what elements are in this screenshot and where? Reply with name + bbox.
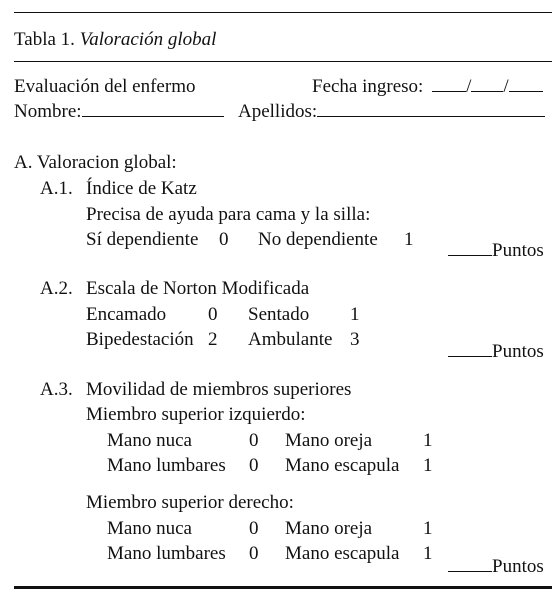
a1-puntos-label: Puntos xyxy=(492,240,544,261)
table-number: Tabla 1. xyxy=(14,29,75,50)
a2-sentado-value: 1 xyxy=(350,304,360,325)
izq-mano-oreja: Mano oreja xyxy=(285,430,373,451)
izq-mano-oreja-value: 1 xyxy=(423,430,433,451)
a2-encamado: Encamado xyxy=(86,304,167,325)
a1-puntos-blank[interactable] xyxy=(448,254,492,256)
nombre-field[interactable] xyxy=(14,102,224,121)
izq-mano-nuca-value: 0 xyxy=(249,430,259,451)
izq-mano-escapula: Mano escapula xyxy=(285,455,400,476)
a2-ambulante-value: 3 xyxy=(350,329,360,350)
izq-mano-lumbares: Mano lumbares xyxy=(107,455,226,476)
a2-puntos-label: Puntos xyxy=(492,341,544,362)
apellidos-blank[interactable] xyxy=(317,115,545,117)
a1-label: A.1. xyxy=(40,178,73,199)
a3-title: Movilidad de miembros superiores xyxy=(86,379,352,400)
a2-label: A.2. xyxy=(40,278,73,299)
der-mano-nuca: Mano nuca xyxy=(107,518,192,539)
der-mano-lumbares: Mano lumbares xyxy=(107,543,226,564)
nombre-label: Nombre: xyxy=(14,101,82,122)
fecha-month-blank[interactable] xyxy=(471,90,503,92)
der-mano-escapula: Mano escapula xyxy=(285,543,400,564)
bottom-rule xyxy=(14,586,552,589)
a1-question: Precisa de ayuda para cama y la silla: xyxy=(86,204,371,225)
a3-der-title: Miembro superior derecho: xyxy=(86,492,294,513)
der-mano-nuca-value: 0 xyxy=(249,518,259,539)
a2-title: Escala de Norton Modificada xyxy=(86,278,310,299)
table-caption: Valoración global xyxy=(79,29,217,50)
evaluacion-label: Evaluación del enfermo xyxy=(14,76,196,97)
izq-mano-lumbares-value: 0 xyxy=(249,455,259,476)
title-rule xyxy=(14,61,552,62)
fecha-year-blank[interactable] xyxy=(509,90,543,92)
a1-opt2-value: 1 xyxy=(404,229,414,250)
a2-puntos-blank[interactable] xyxy=(448,355,492,357)
izq-mano-nuca: Mano nuca xyxy=(107,430,192,451)
a1-puntos-field[interactable] xyxy=(448,241,544,260)
a1-title: Índice de Katz xyxy=(86,178,197,199)
a3-label: A.3. xyxy=(40,379,73,400)
a2-bipedestacion-value: 2 xyxy=(208,329,218,350)
der-mano-lumbares-value: 0 xyxy=(249,543,259,564)
der-mano-oreja: Mano oreja xyxy=(285,518,373,539)
a3-puntos-field[interactable] xyxy=(448,557,544,576)
izq-mano-escapula-value: 1 xyxy=(423,455,433,476)
a2-bipedestacion: Bipedestación xyxy=(86,329,194,350)
apellidos-label: Apellidos: xyxy=(238,101,318,122)
a2-sentado: Sentado xyxy=(248,304,310,325)
a3-puntos-blank[interactable] xyxy=(448,570,492,572)
a2-encamado-value: 0 xyxy=(208,304,218,325)
a2-puntos-field[interactable] xyxy=(448,342,544,361)
a3-puntos-label: Puntos xyxy=(492,556,544,577)
fecha-ingreso-field[interactable]: Fecha ingreso: / / xyxy=(312,77,543,96)
section-a-title: A. Valoracion global: xyxy=(14,152,177,173)
nombre-blank[interactable] xyxy=(82,115,224,117)
table-title xyxy=(14,30,216,49)
a2-ambulante: Ambulante xyxy=(248,329,333,350)
a1-opt1-value: 0 xyxy=(219,229,229,250)
der-mano-escapula-value: 1 xyxy=(423,543,433,564)
a3-izq-title: Miembro superior izquierdo: xyxy=(86,404,306,425)
fecha-ingreso-label: Fecha ingreso: xyxy=(312,76,424,97)
a1-opt2: No dependiente xyxy=(258,229,378,250)
apellidos-field[interactable] xyxy=(238,102,545,121)
top-rule xyxy=(14,12,552,13)
der-mano-oreja-value: 1 xyxy=(423,518,433,539)
a1-opt1: Sí dependiente xyxy=(86,229,199,250)
fecha-day-blank[interactable] xyxy=(432,90,466,92)
